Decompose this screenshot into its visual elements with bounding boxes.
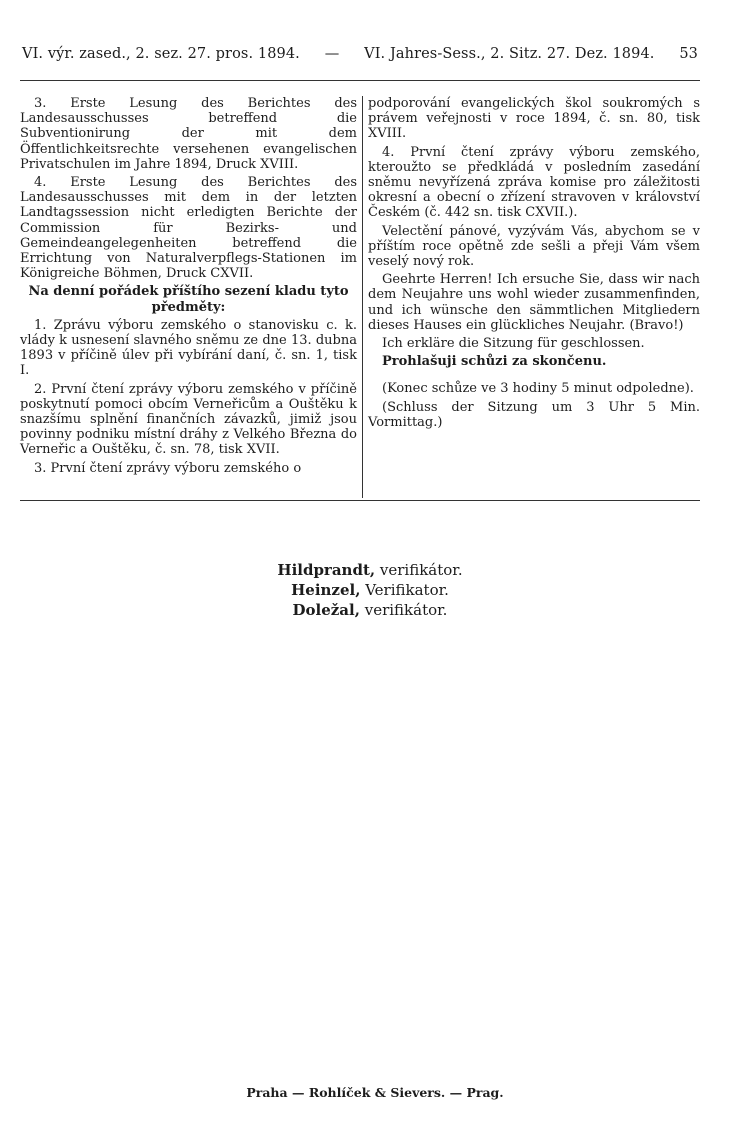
header-rule	[20, 80, 700, 81]
next-item-3-start: 3. První čtení zprávy výboru zemského o	[34, 460, 302, 476]
verifier-role: verifikátor.	[364, 601, 448, 619]
closing-remarks-czech: Velectění pánové, vyzývám Vás, abychom se v příštím roce opětně zde sešli a přeji Vám všem veselý nový rok.	[368, 223, 700, 270]
header-left: VI. výr. zased., 2. sez. 27. pros. 1894.	[22, 46, 300, 62]
next-item-2: 2. První čtení zprávy výboru zemského v příčině poskytnutí pomoci obcím Verneřicům a Ouštěku k snazšímu splnění finančních závazků, jimiž jsou povinny podniku místní dráhy z Velkého Března do Verneřic a Ouštěku, č. sn. 78, tisk XVII.	[20, 381, 357, 458]
verifier-name: Heinzel,	[291, 581, 361, 599]
next-session-heading: Na denní pořádek příštího sezení kladu tyto předměty:	[28, 284, 349, 315]
agenda-item-3-german: 3. Erste Lesung des Berichtes des Landesausschusses betreffend die Subventionirung der mit dem Öffentlichkeitsrechte versehenen evangelischen Privatschulen im Jahre 1894, Druck XVIII.	[20, 96, 357, 172]
right-column	[368, 96, 700, 433]
session-end-czech: (Konec schůze ve 3 hodiny 5 minut odpoledne).	[382, 381, 694, 397]
printer-footer: Praha — Rohlíček & Sievers. — Prag.	[246, 1085, 504, 1100]
session-closed-czech: Prohlašuji schůzi za skončenu.	[382, 354, 607, 370]
next-item-3-continued: podporování evangelických škol soukromých s právem veřejnosti v roce 1894, č. sn. 80, tisk XVIII.	[368, 96, 700, 142]
session-end-german: (Schluss der Sitzung um 3 Uhr 5 Min. Vormittag.)	[368, 399, 700, 430]
header-right: VI. Jahres-Sess., 2. Sitz. 27. Dez. 1894.	[364, 46, 655, 62]
closing-remarks-german: Geehrte Herren! Ich ersuche Sie, dass wir nach dem Neujahre uns wohl wieder zusammenfinden, und ich wünsche den sämmtlichen Mitgliedern dieses Hauses ein glückliches Neujahr. (Bravo!)	[368, 272, 700, 333]
header-separator: —	[324, 46, 340, 62]
session-closed-german: Ich erkläre die Sitzung für geschlossen.	[382, 336, 645, 352]
verifier-name: Doležal,	[292, 601, 360, 619]
verifier-row	[200, 560, 540, 580]
columns-bottom-rule	[20, 500, 700, 501]
agenda-item-4-german: 4. Erste Lesung des Berichtes des Landesausschusses mit dem in der letzten Landtagssession nicht erledigten Berichte der Commission für Bezirks- und Gemeindeangelegenheiten betreffend die Errichtung von Naturalverpflegs-Stationen im Königreiche Böhmen, Druck CXVII.	[20, 175, 357, 282]
verifier-row	[200, 580, 540, 600]
page-number: 53	[679, 46, 698, 62]
verifier-role: Verifikator.	[365, 581, 449, 599]
left-column	[20, 96, 357, 479]
column-divider	[362, 96, 363, 498]
next-item-4: 4. První čtení zprávy výboru zemského, kteroužto se předkládá v posledním zasedání sněmu nevyřízená zpráva komise pro záležitosti okresní a obecní o zřízení stravoven v království Českém (č. 442 sn. tisk CXVII.).	[368, 144, 700, 221]
verifiers-block	[200, 560, 540, 620]
next-item-1: 1. Zprávu výboru zemského o stanovisku c. k. vlády k usnesení slavného sněmu ze dne 13. dubna 1893 v příčině úlev při vybírání daní, č. sn. 1, tisk I.	[20, 317, 357, 379]
verifier-role: verifikátor.	[379, 561, 463, 579]
verifier-name: Hildprandt,	[277, 561, 376, 579]
running-header	[22, 46, 698, 62]
verifier-row	[200, 600, 540, 620]
